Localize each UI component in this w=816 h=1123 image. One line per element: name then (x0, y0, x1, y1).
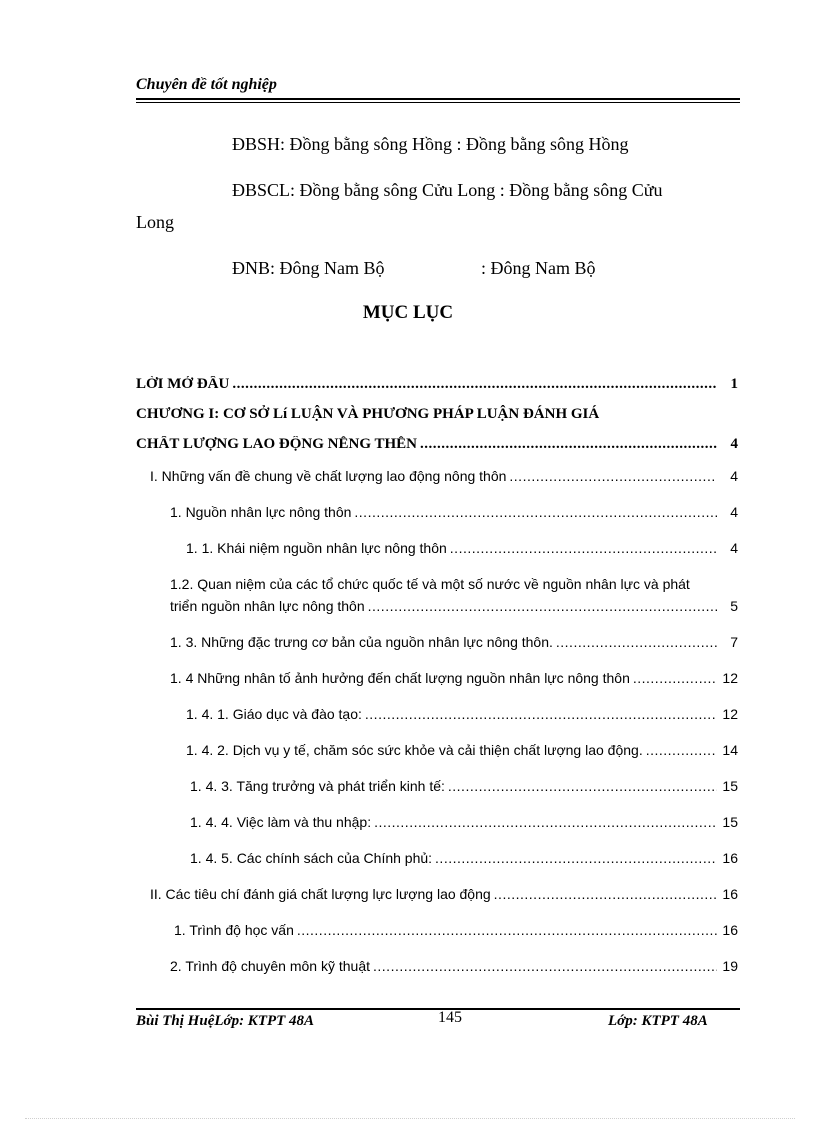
toc-entry-page: 15 (722, 778, 738, 794)
toc-leader (373, 958, 717, 974)
toc-leader (633, 670, 717, 686)
toc-entry[interactable] (186, 706, 738, 722)
toc-leader (420, 436, 717, 453)
footer-author: Bùi Thị HuệLớp: KTPT 48A (136, 1013, 315, 1029)
toc-entry[interactable] (186, 742, 738, 758)
toc-entry[interactable] (170, 958, 738, 974)
toc-entry-text: 1. 3. Những đặc trưng cơ bản của nguồn nhân lực nông thôn. (170, 634, 553, 650)
toc-entry[interactable] (170, 598, 738, 614)
page-number: 145 (438, 1009, 462, 1026)
toc-leader (450, 540, 717, 556)
toc-entry-text: 1. 4. 2. Dịch vụ y tế, chăm sóc sức khỏe và cải thiện chất lượng lao động. (186, 742, 643, 758)
toc-entry-page: 4 (730, 468, 738, 484)
toc-entry[interactable] (170, 670, 738, 686)
toc-entry-text: 2. Trình độ chuyên môn kỹ thuật (170, 958, 371, 974)
toc-entry-page: 16 (722, 886, 738, 902)
abbreviation-dnb: ĐNB: Đông Nam Bộ (232, 258, 385, 278)
toc-entry-text: triển nguồn nhân lực nông thôn (170, 598, 365, 614)
toc-entry[interactable] (170, 504, 738, 520)
toc-entry-text: 1. 4 Những nhân tố ảnh hưởng đến chất lượng nguồn nhân lực nông thôn (170, 670, 630, 686)
footer-class: Lớp: KTPT 48A (608, 1013, 708, 1029)
toc-entry-page: 1 (730, 376, 738, 392)
toc-leader (232, 376, 717, 393)
toc-entry[interactable] (174, 922, 738, 938)
toc-entry-page: 15 (722, 814, 738, 830)
toc-entry-text[interactable]: 1.2. Quan niệm của các tổ chức quốc tế và một số nước về nguồn nhân lực và phát (170, 576, 690, 592)
header-rule-thin (136, 102, 740, 103)
toc-entry-text: 1. 4. 5. Các chính sách của Chính phủ: (190, 850, 433, 866)
toc-entry-page: 12 (722, 706, 738, 722)
toc-entry-page: 14 (722, 742, 738, 758)
toc-entry-text: II. Các tiêu chí đánh giá chất lượng lực lượng lao động (150, 886, 491, 902)
toc-entry[interactable] (186, 540, 738, 556)
abbreviation-dbsh: ĐBSH: Đồng bằng sông Hồng : Đồng bằng sông Hồng (232, 134, 629, 154)
toc-entry-text: 1. Nguồn nhân lực nông thôn (170, 504, 352, 520)
toc-entry[interactable] (136, 436, 738, 453)
toc-entry-text: 1. 4. 1. Giáo dục và đào tạo: (186, 706, 362, 722)
toc-entry-page: 16 (722, 922, 738, 938)
toc-entry-page: 16 (722, 850, 738, 866)
toc-entry-text: 1. 4. 4. Việc làm và thu nhập: (190, 814, 372, 830)
page-edge-divider (25, 1118, 795, 1119)
toc-entry-text: 1. 1. Khái niệm nguồn nhân lực nông thôn (186, 540, 447, 556)
toc-leader (435, 850, 717, 866)
toc-entry-text: LỜI MỞ ĐẦU (136, 376, 230, 392)
toc-entry[interactable] (150, 886, 738, 902)
toc-entry-page: 4 (730, 540, 738, 556)
toc-leader (365, 706, 717, 722)
toc-leader (646, 742, 717, 758)
abbreviation-dnb-meaning: : Đông Nam Bộ (481, 258, 596, 278)
toc-leader (297, 922, 717, 938)
toc-entry-text: I. Những vấn đề chung về chất lượng lao động nông thôn (150, 468, 507, 484)
toc-entry[interactable] (190, 778, 738, 794)
toc-title: MỤC LỤC (362, 302, 454, 323)
toc-entry-page: 5 (730, 598, 738, 614)
toc-entry-page: 12 (722, 670, 738, 686)
toc-leader (494, 886, 717, 902)
toc-entry[interactable] (190, 814, 738, 830)
toc-entry-text: 1. Trình độ học vấn (174, 922, 294, 938)
toc-entry-text[interactable]: CHƯƠNG I: CƠ SỞ Lí LUẬN VÀ PHƯƠNG PHÁP LUẬN ĐÁNH GIÁ (136, 406, 600, 422)
toc-entry[interactable] (170, 634, 738, 650)
header-rule (136, 98, 740, 100)
toc-entry-text: 1. 4. 3. Tăng trưởng và phát triển kinh tế: (190, 778, 445, 794)
toc-entry-page: 19 (722, 958, 738, 974)
toc-entry-page: 7 (730, 634, 738, 650)
toc-leader (509, 468, 717, 484)
toc-leader (354, 504, 717, 520)
toc-entry-text: CHẤT LƯỢNG LAO ĐỘNG NỄNG THỄN (136, 436, 418, 452)
abbreviation-dbscl-continuation: Long (136, 212, 174, 232)
toc-leader (448, 778, 717, 794)
abbreviation-dbscl: ĐBSCL: Đồng bằng sông Cửu Long : Đồng bằng sông Cửu (232, 180, 663, 200)
toc-entry-page: 4 (730, 436, 738, 452)
toc-leader (374, 814, 717, 830)
toc-entry-page: 4 (730, 504, 738, 520)
toc-entry[interactable] (190, 850, 738, 866)
toc-leader (556, 634, 717, 650)
toc-leader (368, 598, 717, 614)
header-title: Chuyên đề tốt nghiệp (136, 76, 277, 93)
toc-entry[interactable] (150, 468, 738, 484)
toc-entry[interactable] (136, 376, 738, 393)
